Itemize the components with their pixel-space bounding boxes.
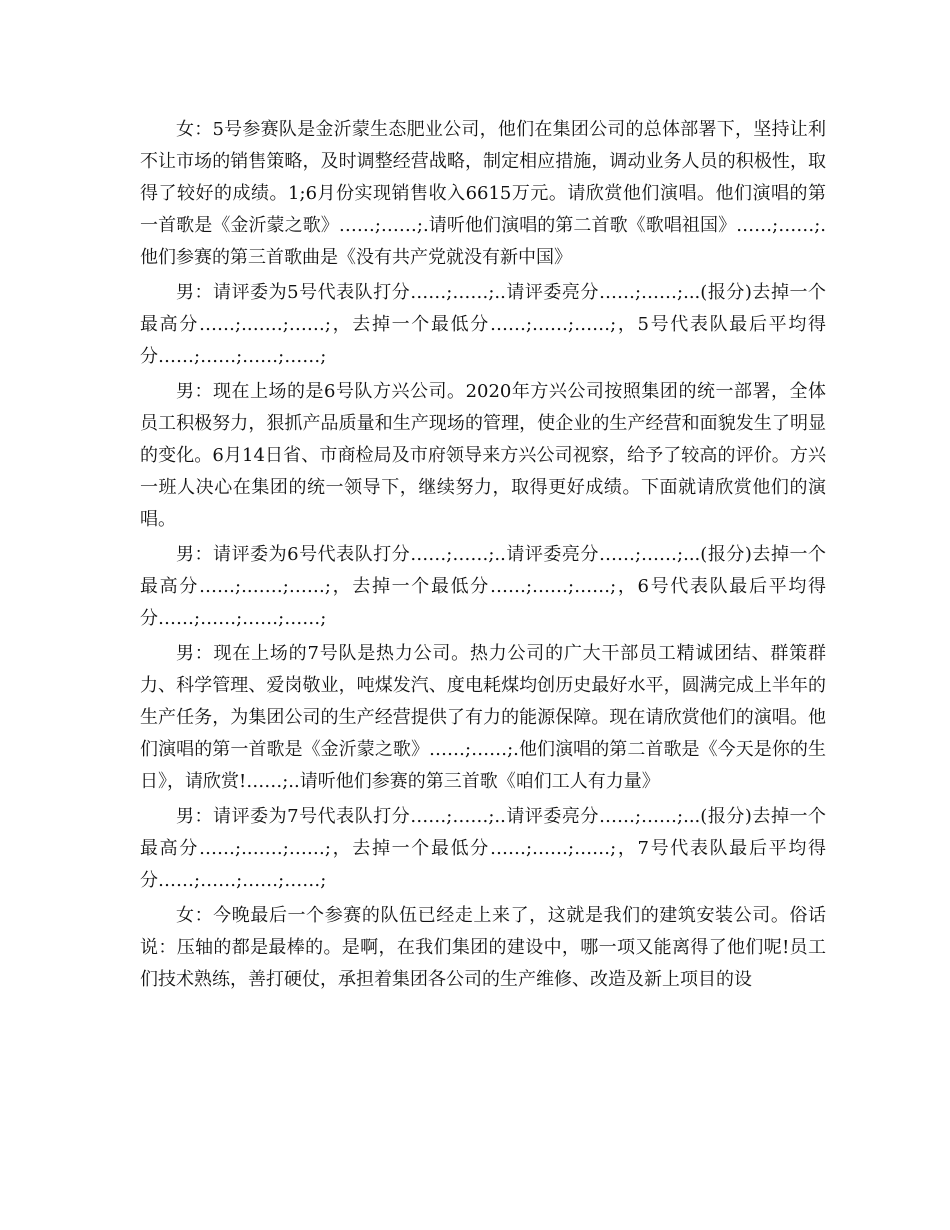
paragraph-final-team-intro: 女：今晚最后一个参赛的队伍已经走上来了，这就是我们的建筑安装公司。俗话说：压轴的都是最棒的。是啊，在我们集团的建设中，哪一项又能离得了他们呢!员工们技术熟练，善打硬仗，承担着集团各公司的生产维修、改造及新上项目的设	[140, 905, 826, 990]
paragraph-team7-intro: 男：现在上场的7号队是热力公司。热力公司的广大干部员工精诚团结、群策群力、科学管理、爱岗敬业，吨煤发汽、度电耗煤均创历史最好水平，圆满完成上半年的生产任务，为集团公司的生产经营提供了有力的能源保障。现在请欣赏他们的演唱。他们演唱的第一首歌是《金沂蒙之歌》……;……;.他们演唱的第二首歌是《今天是你的生日》，请欣赏!……;..请听他们参赛的第三首歌《咱们工人有力量》	[140, 643, 826, 792]
paragraph-team5-scoring: 男：请评委为5号代表队打分……;……;..请评委亮分……;……;...(报分)去掉一个最高分……;.……;……;，去掉一个最低分……;……;……;，5号代表队最后平均得分……;……;……;……;	[140, 282, 826, 367]
paragraph-team7-scoring: 男：请评委为7号代表队打分……;……;..请评委亮分……;……;...(报分)去掉一个最高分……;.……;……;，去掉一个最低分……;……;……;，7号代表队最后平均得分……;……;……;……;	[140, 806, 826, 891]
paragraph-team6-scoring: 男：请评委为6号代表队打分……;……;..请评委亮分……;……;...(报分)去掉一个最高分……;.……;……;，去掉一个最低分……;……;……;，6号代表队最后平均得分……;……;……;……;	[140, 544, 826, 629]
document-page	[140, 114, 826, 999]
paragraph-team5-intro: 女：5号参赛队是金沂蒙生态肥业公司，他们在集团公司的总体部署下，坚持让利不让市场的销售策略，及时调整经营战略，制定相应措施，调动业务人员的积极性，取得了较好的成绩。1;6月份实现销售收入6615万元。请欣赏他们演唱。他们演唱的第一首歌是《金沂蒙之歌》……;……;.请听他们演唱的第二首歌《歌唱祖国》……;……;.他们参赛的第三首歌曲是《没有共产党就没有新中国》	[140, 119, 826, 268]
paragraph-team6-intro: 男：现在上场的是6号队方兴公司。2020年方兴公司按照集团的统一部署，全体员工积极努力，狠抓产品质量和生产现场的管理，使企业的生产经营和面貌发生了明显的变化。6月14日省、市商检局及市府领导来方兴公司视察，给予了较高的评价。方兴一班人决心在集团的统一领导下，继续努力，取得更好成绩。下面就请欣赏他们的演唱。	[140, 381, 826, 530]
